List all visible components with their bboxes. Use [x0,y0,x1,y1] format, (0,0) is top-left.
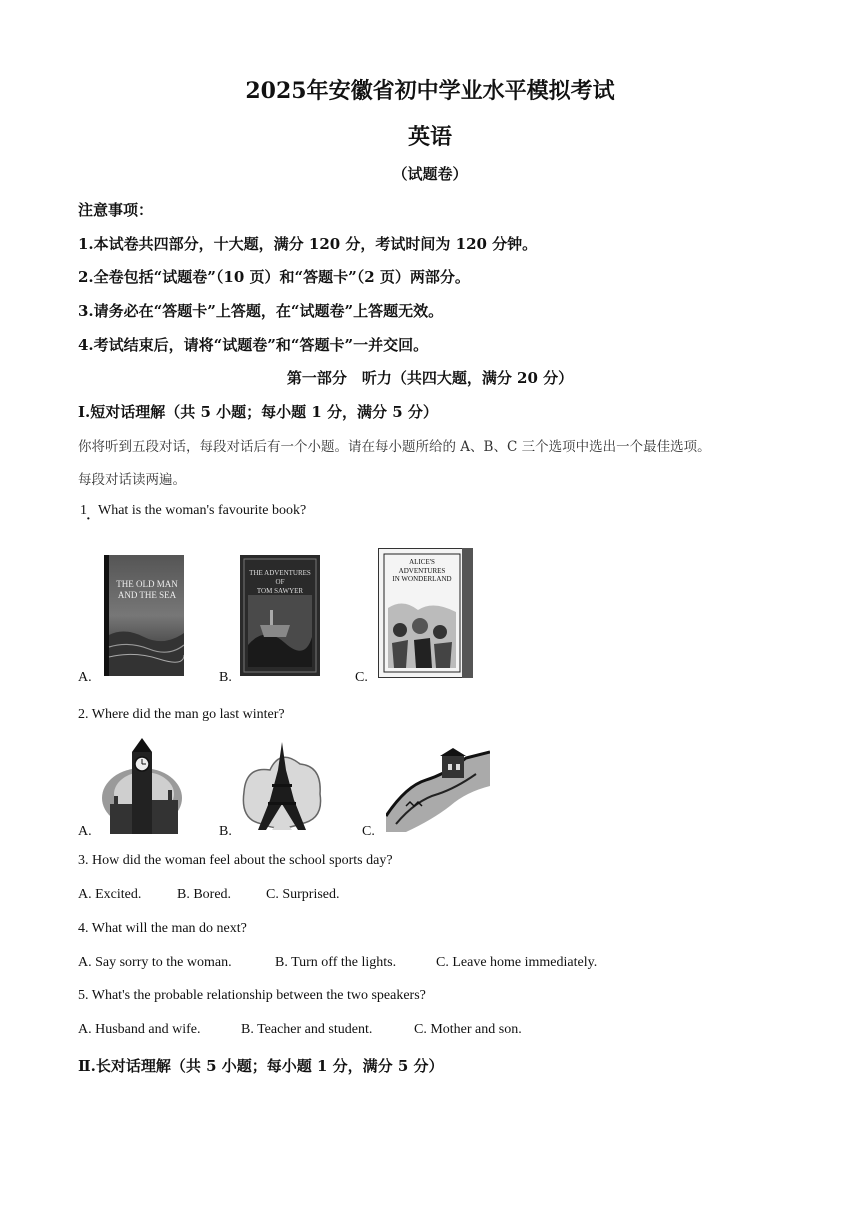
book-b-title-line: THE ADVENTURES OF [249,569,311,586]
book-c-title-line: ADVENTURES [398,566,446,575]
book-c-title-line: ALICE'S [409,558,435,566]
subject-title: 英语 [407,124,452,150]
q4-option-b[interactable]: B. Turn off the lights. [275,955,397,970]
book-a-title-line: AND THE SEA [117,590,177,600]
book-alice-wonderland-image [378,548,473,678]
q1-option-a[interactable]: A. [78,670,92,685]
q2-option-b[interactable]: B. [219,824,232,839]
part1-heading: 第一部分 听力（共四大题，满分 20 分） [286,369,574,387]
note-item: 4.考试结束后，请将“试题卷”和“答题卡”一并交回。 [78,336,429,354]
q5-option-a[interactable]: A. Husband and wife. [78,1022,201,1037]
question-4-text: 4. What will the man do next? [78,921,247,936]
book-b-title-line: TOM SAWYER [256,587,304,595]
q4-option-a[interactable]: A. Say sorry to the woman. [78,955,232,970]
eiffel-tower-image [240,740,324,832]
q4-option-c[interactable]: C. Leave home immediately. [436,955,598,970]
question-dot: · [86,512,91,527]
question-2-text: 2. Where did the man go last winter? [78,707,285,722]
note-item: 1.本试卷共四部分，十大题，满分 120 分，考试时间为 120 分钟。 [78,235,538,253]
book-tom-sawyer-image [240,555,320,676]
paper-label: （试题卷） [392,165,468,183]
exam-title: 2025年安徽省初中学业水平模拟考试 [245,78,615,104]
note-item: 2.全卷包括“试题卷”（10 页）和“答题卡”（2 页）两部分。 [78,268,470,286]
big-ben-image [100,738,184,834]
section1-instruction-2: 每段对话读两遍。 [78,472,186,488]
section1-instruction: 你将听到五段对话，每段对话后有一个小题。请在每小题所给的 A、B、C 三个选项中选出一个最佳选项。 [78,439,711,455]
question-1-text: What is the woman's favourite book? [98,503,307,518]
q2-option-c[interactable]: C. [362,824,375,839]
q2-option-a[interactable]: A. [78,824,92,839]
q1-option-c[interactable]: C. [355,670,368,685]
note-item: 3.请务必在“答题卡”上答题，在“试题卷”上答题无效。 [78,302,444,320]
book-a-title-line: THE OLD MAN [116,579,178,589]
section2-heading: Ⅱ.长对话理解（共 5 小题；每小题 1 分，满分 5 分） [78,1057,444,1075]
q5-option-c[interactable]: C. Mother and son. [414,1022,522,1037]
notes-heading: 注意事项： [78,201,154,219]
book-c-title-line: IN WONDERLAND [392,575,452,583]
q3-option-c[interactable]: C. Surprised. [266,887,340,902]
question-5-text: 5. What's the probable relationship between the two speakers? [78,988,426,1003]
q1-option-b[interactable]: B. [219,670,232,685]
question-number: 1 [80,503,87,518]
book-old-man-sea-image [104,555,184,676]
q3-option-a[interactable]: A. Excited. [78,887,142,902]
section1-heading: Ⅰ.短对话理解（共 5 小题；每小题 1 分，满分 5 分） [78,403,438,421]
great-wall-image [386,746,490,832]
q5-option-b[interactable]: B. Teacher and student. [241,1022,373,1037]
question-3-text: 3. How did the woman feel about the school sports day? [78,853,393,868]
q3-option-b[interactable]: B. Bored. [177,887,232,902]
